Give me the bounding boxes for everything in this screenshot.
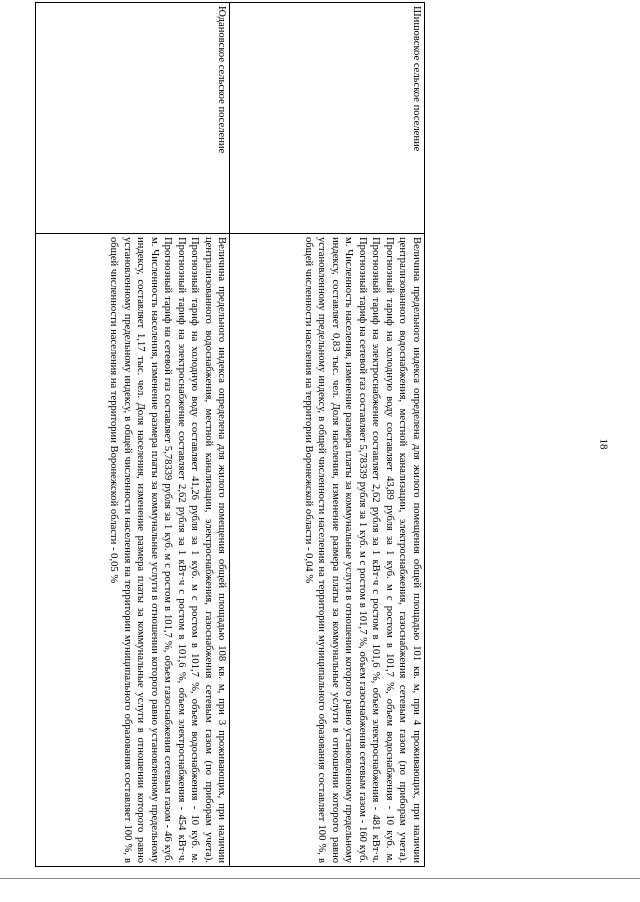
settlement-description: Величина предельного индекса определена для жилого помещения общей площадью 101 кв. м, при 4 проживающих, при наличии централизованного водоснабжения, местной канализации, электроснабжения, газоснабжения сетевым газом (по приборам учета). Прогнозный тариф на холодную воду составляет 43,89 рубля за 1 куб. м с ростом в 101,7 %, объем водоснабжения - 10 куб. м. Прогнозный тариф на электроснабжение составляет 2,62 рубля за 1 кВт·ч с ростом в 101,6 %, объем электроснабжения - 481 кВт·ч. Прогнозный тариф на сетевой газ составляет 5,78339 рубля за 1 куб. м с ростом в 101,7 %, объем газоснабжения сетевым газом - 160 куб. м. Численность населения, изменение размера платы за коммунальные услуги в отношении которого равно установленному предельному индексу, составляет 0,83 тыс. чел. Доля населения, изменение размера платы за коммунальные услуги в отношении которого равно установленному предельному индексу, в общей численности населения на территории муниципального образования составляет 100 %, в общей численности населения на территории Воронежской области - 0,04 %: [230, 234, 425, 867]
settlements-table: [35, 2, 425, 867]
table-row: [230, 3, 425, 867]
page-bottom-divider: [0, 878, 640, 879]
page-number: 18: [597, 438, 610, 450]
settlement-description: Величина предельного индекса определена для жилого помещения общей площадью 108 кв. м, при 3 проживающих, при наличии централизованного водоснабжения, местной канализации, электроснабжения, газоснабжения сетевым газом (по приборам учета). Прогнозный тариф на холодную воду составляет 41,26 рубля за 1 куб. м с ростом в 101,7 %, объем водоснабжения - 10 куб. м. Прогнозный тариф на электроснабжение составляет 2,62 рубля за 1 кВт·ч с ростом в 101,6 %, объем электроснабжения - 454 кВт·ч. Прогнозный тариф на сетевой газ составляет 5,78339 рубля за 1 куб. м с ростом в 101,7 %, объем газоснабжения сетевым газом - 46 куб. м. Численность населения, изменение размера платы за коммунальные услуги в отношении которого равно установленному предельному индексу, составляет 1,17 тыс. чел. Доля населения, изменение размера платы за коммунальные услуги в отношении которого равно установленному предельному индексу, в общей численности населения на территории муниципального образования составляет 100 %, в общей численности населения на территории Воронежской области - 0,05 %: [36, 234, 231, 867]
table-row: [36, 3, 231, 867]
settlement-name: Юдановское сельское поселение: [36, 3, 231, 234]
table-container: [35, 2, 425, 867]
rotated-table-wrapper: [35, 2, 425, 867]
settlement-name: Шишовское сельское поселение: [230, 3, 425, 234]
